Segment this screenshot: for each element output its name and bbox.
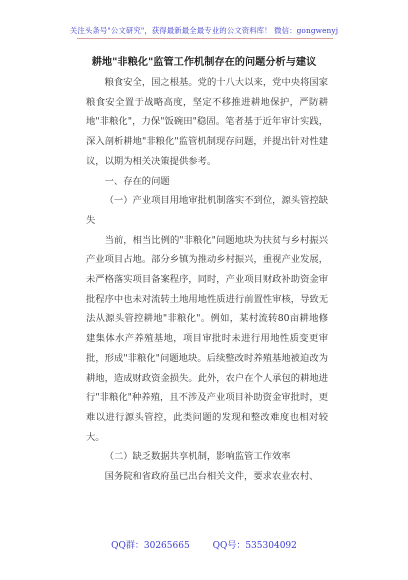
document-title: 耕地"非粮化"监管工作机制存在的问题分析与建议: [91, 56, 317, 68]
paragraph-body-2: 国务院和省政府虽已出台相关文件，要求农业农村、: [104, 471, 319, 483]
subsection-heading-1: （一）产业项目用地审批机制落实不到位，源头管控缺失: [86, 195, 328, 226]
header-divider: [77, 38, 333, 39]
section-heading: 一、存在的问题: [104, 175, 170, 187]
paragraph-intro: 粮食安全，国之根基。党的十八大以来，党中央将国家粮食安全置于战略高度，坚定不移推进耕地保护，严防耕地"非粮化"，力保"饭碗田"稳固。笔者基于近年审计实践，深入剖析耕地"非粮化"监管机制现存问题，并提出针对性建议，以期为相关决策提供参考。: [86, 77, 328, 167]
footer-qq-group: QQ群：30265665: [111, 541, 190, 551]
header-note: 关注头条号"公文研究"，获得最新最全最专业的公文资料库！ 微信：gongwenyj: [69, 26, 339, 35]
subsection-heading-2: （二）缺乏数据共享机制，影响监管工作效率: [104, 451, 291, 463]
document-body: [86, 73, 328, 487]
footer-qq-number: QQ号：535304092: [212, 541, 297, 551]
paragraph-body-1: 当前，相当比例的"非粮化"问题地块为扶贫与乡村振兴产业项目占地。部分乡镇为推动乡村振兴，重视产业发展，未严格落实项目备案程序，同时，产业项目财政补助资金审批程序中也未对流转土地用地性质进行前置性审核，导致无法从源头管控耕地"非粮化"。例如，某村流转80亩耕地修建集体水产养殖基地，项目审批时未进行用地性质变更审批，形成"非粮化"问题地块。后续整改时养殖基地被迫改为耕地，造成财政资金损失。此外，农户在个人承包的耕地进行"非粮化"种养殖，且不涉及产业项目补助资金审批时，更难以进行源头管控，此类问题的发现和整改难度也相对较大。: [86, 234, 328, 443]
footer-contact: [0, 538, 408, 551]
